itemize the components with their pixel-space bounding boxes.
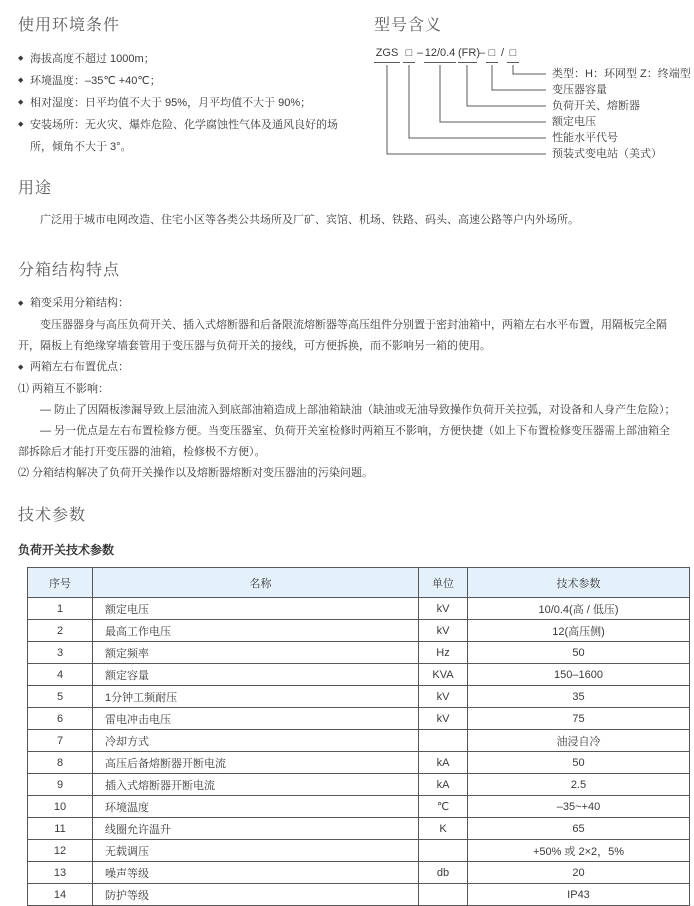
section-environment	[0, 12, 356, 169]
cell-unit	[419, 730, 468, 752]
cell-no: 6	[28, 708, 93, 730]
diamond-bullet-icon: ◆	[18, 99, 24, 106]
model-code-part: ZGS	[374, 47, 400, 63]
cell-value: 12(高压侧)	[468, 620, 690, 642]
table-row	[28, 840, 690, 862]
cell-unit: ℃	[419, 796, 468, 818]
cell-value: 2.5	[468, 774, 690, 796]
model-code-part: □	[486, 47, 498, 63]
environment-list	[18, 48, 356, 158]
model-code-part: (FR)	[458, 47, 477, 63]
cell-unit: kA	[419, 774, 468, 796]
environment-title: 使用环境条件	[18, 17, 121, 34]
cell-value: 65	[468, 818, 690, 840]
col-header-unit: 单位	[419, 568, 468, 598]
cell-unit: KVA	[419, 664, 468, 686]
table-row	[28, 862, 690, 884]
cell-name: 雷电冲击电压	[93, 708, 419, 730]
cell-no: 8	[28, 752, 93, 774]
cell-unit	[419, 840, 468, 862]
table-row	[28, 598, 690, 620]
environment-item-text: 环境温度：–35℃ +40℃；	[30, 75, 161, 87]
cell-unit: kV	[419, 708, 468, 730]
col-header-name: 名称	[93, 568, 419, 598]
structure-sub-item: — 另一优点是左右布置检修方便。当变压器室、负荷开关室检修时两箱互不影响，方便快捷（如上下布置检修变压器需上部油箱全部拆除后才能打开变压器的油箱，检修极不方便）。	[18, 425, 671, 458]
usage-title: 用途	[18, 180, 53, 197]
section-usage	[0, 175, 694, 231]
cell-no: 13	[28, 862, 93, 884]
cell-name: 额定容量	[93, 664, 419, 686]
cell-name: 环境温度	[93, 796, 419, 818]
table-row	[28, 752, 690, 774]
cell-no: 5	[28, 686, 93, 708]
cell-unit: Hz	[419, 642, 468, 664]
cell-value: 10/0.4(高 / 低压)	[468, 598, 690, 620]
diamond-bullet-icon: ◆	[18, 121, 24, 128]
cell-name: 最高工作电压	[93, 620, 419, 642]
diamond-bullet-icon: ◆	[18, 300, 24, 307]
model-title: 型号含义	[374, 17, 443, 34]
cell-no: 3	[28, 642, 93, 664]
model-label: 变压器容量	[552, 84, 607, 96]
table-row	[28, 796, 690, 818]
cell-value: 50	[468, 642, 690, 664]
structure-body	[18, 293, 678, 484]
cell-value: –35~+40	[468, 796, 690, 818]
cell-value: 油浸自冷	[468, 730, 690, 752]
usage-text: 广泛用于城市电网改造、住宅小区等各类公共场所及厂矿、宾馆、机场、铁路、码头、高速公路等户内外场所。	[40, 214, 579, 226]
cell-name: 额定频率	[93, 642, 419, 664]
diamond-bullet-icon: ◆	[18, 77, 24, 84]
model-code-separator: /	[500, 47, 505, 59]
model-code-separator: –	[478, 47, 486, 59]
structure-title: 分箱结构特点	[18, 262, 121, 279]
cell-unit: kV	[419, 686, 468, 708]
table-row	[28, 708, 690, 730]
table-row	[28, 730, 690, 752]
model-code-part: □	[507, 47, 519, 63]
cell-value: 35	[468, 686, 690, 708]
table-row	[28, 642, 690, 664]
cell-no: 10	[28, 796, 93, 818]
environment-item-text: 安装场所：无火灾、爆炸危险、化学腐蚀性气体及通风良好的场所，倾角不大于 3°。	[30, 119, 338, 153]
cell-name: 插入式熔断器开断电流	[93, 774, 419, 796]
model-code-separator: –	[416, 47, 424, 59]
cell-name: 1分钟工频耐压	[93, 686, 419, 708]
cell-unit: kA	[419, 752, 468, 774]
table-row	[28, 686, 690, 708]
diamond-bullet-icon: ◆	[18, 364, 24, 371]
cell-name: 线圈允许温升	[93, 818, 419, 840]
cell-value: +50% 或 2×2，5%	[468, 840, 690, 862]
model-code-part: □	[403, 47, 415, 63]
structure-bullet-line	[18, 293, 678, 315]
structure-bullet-text: 两箱左右布置优点：	[30, 361, 129, 373]
cell-unit: db	[419, 862, 468, 884]
structure-numbered-item: ⑴ 两箱互不影响：	[18, 383, 110, 395]
cell-no: 11	[28, 818, 93, 840]
cell-value: 75	[468, 708, 690, 730]
table-row	[28, 818, 690, 840]
section-model-meaning	[356, 12, 694, 169]
section-structure	[0, 257, 694, 484]
top-row	[0, 0, 694, 169]
table-row	[28, 774, 690, 796]
tech-subtitle: 负荷开关技术参数	[18, 543, 115, 557]
cell-no: 4	[28, 664, 93, 686]
cell-value: 150–1600	[468, 664, 690, 686]
cell-no: 9	[28, 774, 93, 796]
structure-bullet-line	[18, 357, 678, 379]
cell-name: 噪声等级	[93, 862, 419, 884]
diamond-bullet-icon: ◆	[18, 55, 24, 62]
cell-name: 冷却方式	[93, 730, 419, 752]
cell-unit	[419, 884, 468, 906]
structure-numbered-item: ⑵ 分箱结构解决了负荷开关操作以及熔断器熔断对变压器油的污染问题。	[18, 467, 374, 479]
environment-item-text: 相对湿度：日平均值不大于 95%，月平均值不大于 90%；	[30, 97, 312, 109]
cell-no: 7	[28, 730, 93, 752]
table-header-row	[28, 568, 690, 598]
cell-no: 14	[28, 884, 93, 906]
structure-paragraph: 变压器器身与高压负荷开关、插入式熔断器和后备限流熔断器等高压组件分别置于密封油箱中，两箱左右水平布置，用隔板完全隔开，隔板上有绝缘穿墙套管用于变压器与负荷开关的接线，可方便拆换，而不影响另一箱的使用。	[18, 319, 667, 352]
cell-name: 高压后备熔断器开断电流	[93, 752, 419, 774]
model-label: 性能水平代号	[552, 132, 618, 144]
model-label: 额定电压	[552, 116, 596, 128]
model-label: 预装式变电站（美式）	[552, 148, 662, 160]
cell-no: 1	[28, 598, 93, 620]
tech-title: 技术参数	[18, 507, 87, 524]
environment-item	[18, 92, 356, 114]
table-row	[28, 620, 690, 642]
col-header-value: 技术参数	[468, 568, 690, 598]
table-row	[28, 664, 690, 686]
model-label: 负荷开关、熔断器	[552, 100, 640, 112]
environment-item	[18, 48, 356, 70]
load-switch-params-table	[27, 567, 690, 906]
model-code-part: 12/0.4	[424, 47, 456, 63]
col-header-no: 序号	[28, 568, 93, 598]
environment-item	[18, 70, 356, 92]
cell-unit: K	[419, 818, 468, 840]
cell-name: 额定电压	[93, 598, 419, 620]
model-code-diagram	[374, 47, 694, 169]
table-row	[28, 884, 690, 906]
cell-no: 2	[28, 620, 93, 642]
cell-name: 防护等级	[93, 884, 419, 906]
environment-item	[18, 114, 356, 158]
cell-value: 20	[468, 862, 690, 884]
model-label: 类型：H：环网型 Z：终端型	[552, 68, 691, 80]
cell-no: 12	[28, 840, 93, 862]
section-tech-params	[0, 502, 694, 906]
cell-value: 50	[468, 752, 690, 774]
cell-name: 无载调压	[93, 840, 419, 862]
environment-item-text: 海拔高度不超过 1000m；	[30, 53, 155, 65]
cell-unit: kV	[419, 598, 468, 620]
structure-bullet-text: 箱变采用分箱结构：	[30, 297, 129, 309]
cell-value: IP43	[468, 884, 690, 906]
cell-unit: kV	[419, 620, 468, 642]
structure-sub-item: — 防止了因隔板渗漏导致上层油流入到底部油箱造成上部油箱缺油（缺油或无油导致操作负荷开关拉弧，对设备和人身产生危险）；	[40, 404, 676, 416]
